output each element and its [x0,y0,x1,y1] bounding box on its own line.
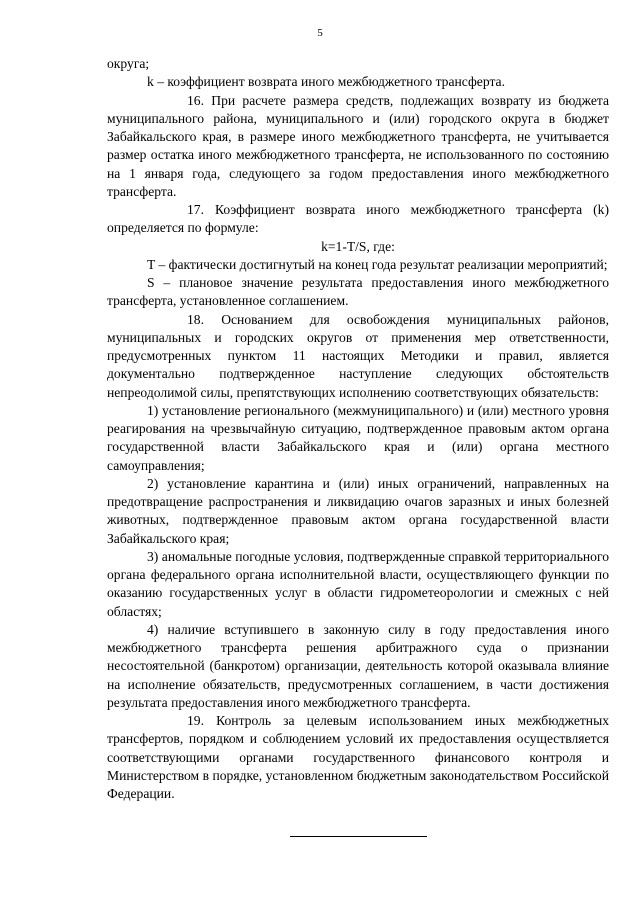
page-number: 5 [317,27,323,39]
paragraph-number: 16. [187,92,204,108]
paragraph-continuation: округа; [107,56,150,71]
document-body [107,55,609,803]
paragraph-definition-k: k – коэффициент возврата иного межбюджетного трансферта. [147,74,505,90]
paragraph-18 [107,311,609,402]
paragraph-number: 17. [187,202,204,217]
paragraph-17 [107,201,609,238]
formula: k=1-T/S, где: [321,238,395,254]
paragraph-text: При расчете размера средств, подлежащих возврату из бюджета муниципального района, муниципального и (или) городского округа в бюджет Забайкальского края, в размере иного межбюджетного трансферта, не учитывается размер остатка иного межбюджетного трансферта, не использованного по состоянию на 1 января года, следующего за годом предоставления иного межбюджетного трансферта. [107,92,609,199]
list-item-2: 2) установление карантина и (или) иных ограничений, направленных на предотвращение распространения и ликвидацию очагов заразных и иных болезней животных, подтвержденное правовым актом органа государственной власти Забайкальского края; [107,475,609,546]
end-divider [290,836,427,837]
paragraph-text: Коэффициент возврата иного межбюджетного трансферта (k) определяется по формуле: [107,202,609,236]
paragraph-number: 18. [187,311,204,327]
paragraph-definition-t: T – фактически достигнутый на конец года результат реализации мероприятий; [147,256,608,272]
paragraph-definition-s: S – плановое значение результата предоставления иного межбюджетного трансферта, установленное соглашением. [107,275,609,309]
paragraph-text: Основанием для освобождения муниципальных районов, муниципальных и городских округов от применения мер ответственности, предусмотренных пунктом 11 настоящих Методики и правил, является документально подтвержденное наступление следующих обстоятельств непреодолимой силы, препятствующих исполнению соответствующих обязательств: [107,311,609,400]
paragraph-19 [107,712,609,803]
paragraph-text: Контроль за целевым использованием иных межбюджетных трансфертов, порядком и соблюдением условий их предоставления осуществляется соответствующими органами государственного финансового контроля и Министерством в порядке, установленном бюджетным законодательством Российской Федерации. [107,713,609,801]
paragraph-number: 19. [187,713,204,728]
paragraph-16 [107,92,609,202]
list-item-4: 4) наличие вступившего в законную силу в году предоставления иного межбюджетного трансферта решения арбитражного суда о признании несостоятельной (банкротом) организации, деятельность которой оказывала влияние на исполнение обязательств, предусмотренных соглашением, в части достижения результата предоставления иного межбюджетного трансферта. [107,621,609,710]
list-item-1: 1) установление регионального (межмуниципального) и (или) местного уровня реагирования на чрезвычайную ситуацию, подтвержденное правовым актом органа государственной власти Забайкальского края и (или) органа местного самоуправления; [107,402,609,473]
list-item-3: 3) аномальные погодные условия, подтвержденные справкой территориального органа федерального органа исполнительной власти, осуществляющего функции по оказанию государственных услуг в области гидрометеорологии и смежных с ней областях; [107,548,609,619]
